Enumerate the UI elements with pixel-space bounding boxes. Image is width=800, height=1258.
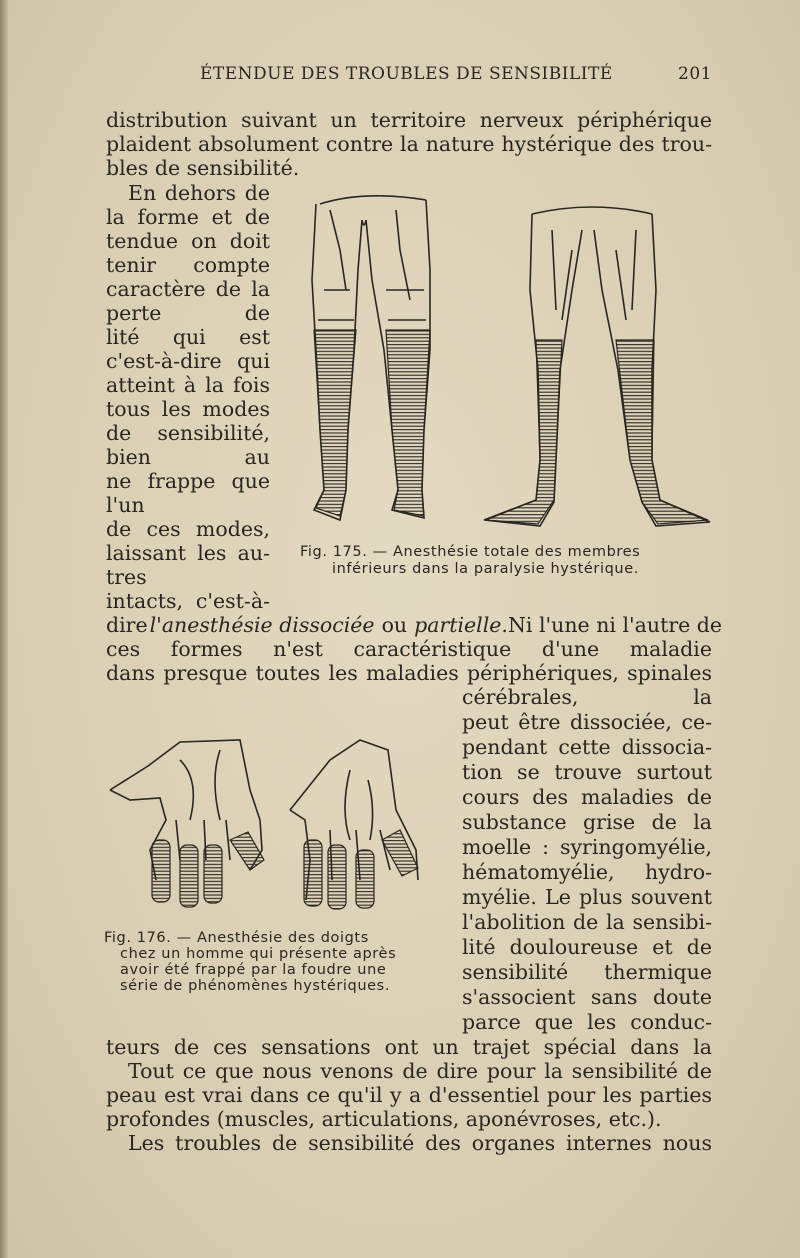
figure-176-hands-illustration <box>100 720 440 925</box>
text-line: ces formes n'est caractéristique d'une maladie <box>106 637 712 661</box>
text-line: lité douloureuse et de <box>462 935 712 959</box>
text-line: Tout ce que nous venons de dire pour la sensibilité de <box>128 1059 712 1083</box>
text-line: c'est-à-dire qui <box>106 349 270 373</box>
text-line: lité qui est <box>106 325 270 349</box>
text-line: caractère de la <box>106 277 270 301</box>
text-span: dire <box>106 613 148 637</box>
running-title: ÉTENDUE DES TROUBLES DE SENSIBILITÉ <box>200 64 613 84</box>
text-line: intacts, c'est-à- <box>106 589 270 613</box>
text-line: cours des maladies de <box>462 785 712 809</box>
text-line: plaident absolument contre la nature hystérique des trou- <box>106 132 712 156</box>
figure-176-caption-line: Fig. 176. — Anesthésie des doigts <box>104 930 369 946</box>
text-line: sensibilité thermique <box>462 960 712 984</box>
text-line: tous les modes <box>106 397 270 421</box>
text-line: pendant cette dissocia- <box>462 735 712 759</box>
text-line: bles de sensibilité. <box>106 156 300 180</box>
text-line: tres <box>106 565 147 589</box>
text-line: l'abolition de la sensibi- <box>462 910 712 934</box>
text-line: substance grise de la <box>462 810 712 834</box>
page-number: 201 <box>678 64 712 84</box>
text-span: Ni l'une ni l'autre de <box>507 613 723 637</box>
text-line-mixed <box>106 613 723 637</box>
text-line: parce que les conduc- <box>462 1010 712 1034</box>
text-line: peau est vrai dans ce qu'il y a d'essentiel pour les parties <box>106 1083 712 1107</box>
text-line: de ces modes, <box>106 517 270 541</box>
text-line: tion se trouve surtout <box>462 760 712 784</box>
italic-term: partielle. <box>414 613 508 637</box>
text-line: myélie. Le plus souvent <box>462 885 712 909</box>
figure-176-caption-line: chez un homme qui présente après <box>120 946 397 962</box>
figure-176-caption-line: série de phénomènes hystériques. <box>120 978 391 994</box>
text-line: atteint à la fois <box>106 373 270 397</box>
text-line: la forme et de <box>106 205 270 229</box>
text-line: s'associent sans doute <box>462 985 712 1009</box>
text-line: profondes (muscles, articulations, aponévroses, etc.). <box>106 1107 662 1131</box>
italic-term: l'anesthésie dissociée <box>149 613 375 637</box>
text-line: Les troubles de sensibilité des organes internes nous <box>128 1131 712 1155</box>
running-header <box>108 64 712 92</box>
text-line: moelle : syringomyélie, <box>462 835 712 859</box>
text-line: cérébrales, la <box>462 685 712 709</box>
text-line: bien au <box>106 445 270 469</box>
figure-175-caption-line: Fig. 175. — Anesthésie totale des membres <box>300 544 641 560</box>
figure-175-legs-illustration <box>300 190 715 535</box>
text-line: hématomyélie, hydro- <box>462 860 712 884</box>
figure-176-caption-line: avoir été frappé par la foudre une <box>120 962 387 978</box>
text-line: peut être dissociée, ce- <box>462 710 712 734</box>
text-line: laissant les au- <box>106 541 270 565</box>
page-spine-shadow <box>0 0 8 1258</box>
text-span: ou <box>381 613 408 637</box>
text-line: ne frappe que <box>106 469 270 493</box>
text-line: En dehors de <box>128 181 270 205</box>
text-line: de sensibilité, <box>106 421 270 445</box>
text-line: dans presque toutes les maladies périphériques, spinales <box>106 661 712 685</box>
text-line: l'un <box>106 493 145 517</box>
text-line: distribution suivant un territoire nerveux périphérique <box>106 108 712 132</box>
text-line: tenir compte <box>106 253 270 277</box>
text-line: teurs de ces sensations ont un trajet spécial dans la <box>106 1035 712 1059</box>
figure-175-caption-line: inférieurs dans la paralysie hystérique. <box>332 561 639 577</box>
text-line: perte de <box>106 301 270 325</box>
text-line: tendue on doit <box>106 229 270 253</box>
